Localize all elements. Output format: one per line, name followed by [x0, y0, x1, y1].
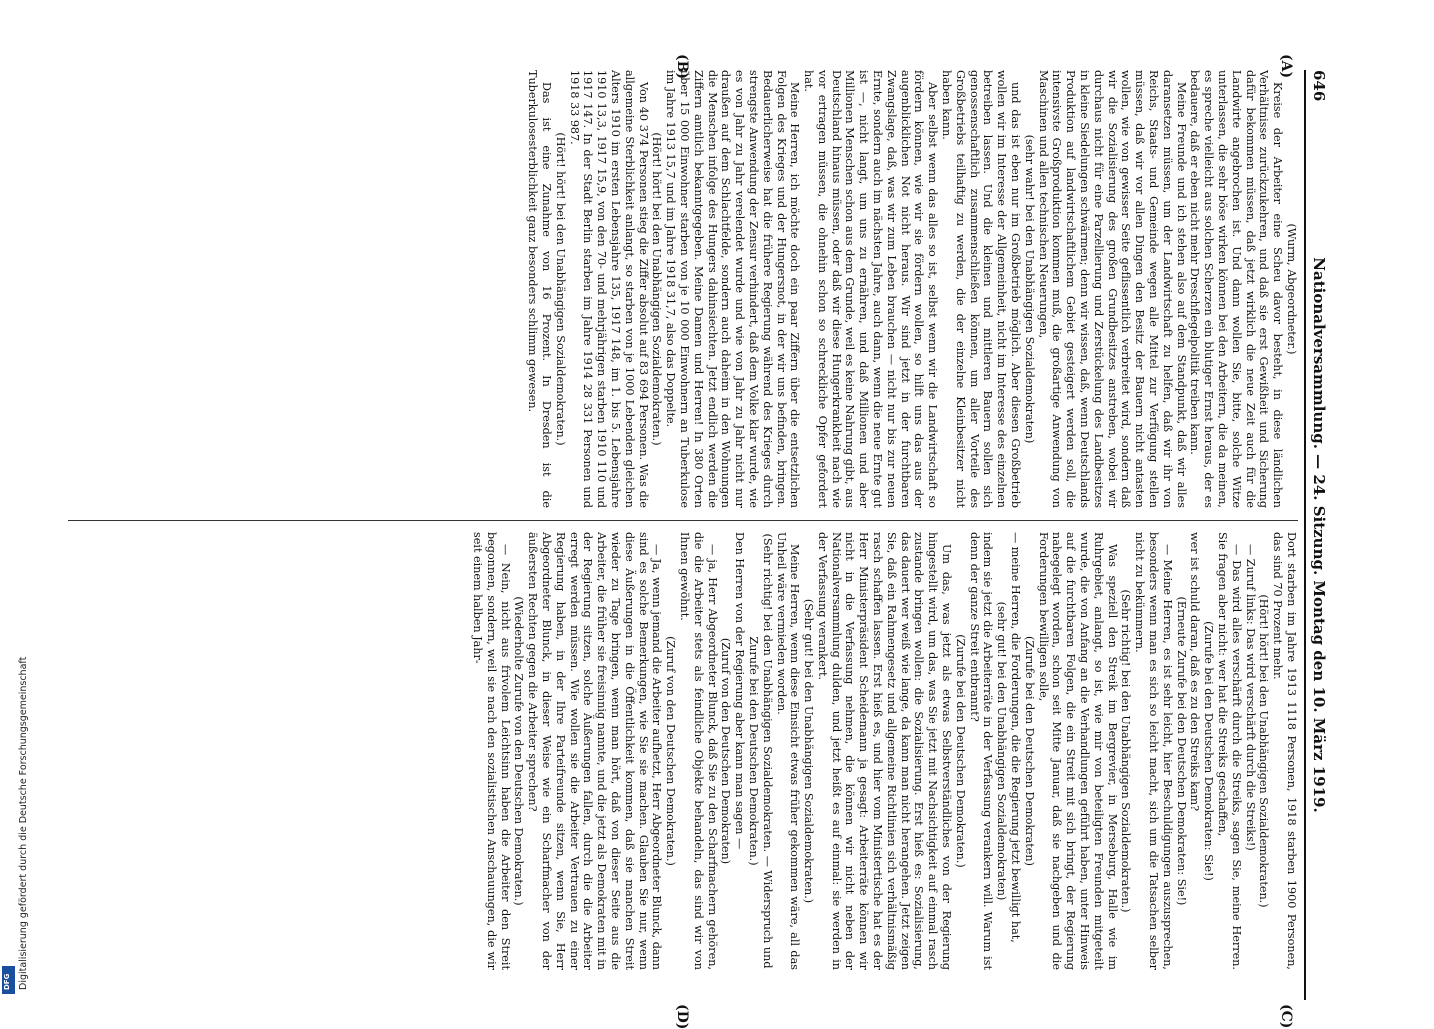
- paragraph: (sehr wahr! bei den Unabhängigen Sozialdemokraten): [1022, 134, 1036, 444]
- paragraph: wer ist schuld daran, daß es zu den Streiks kam?: [1188, 532, 1202, 812]
- paragraph: — Ja, wenn jemand die Arbeiter aufhetzt, Herr Abgeordneter Blunck, dann sind es solche Bemerkungen, wie Sie sie machen. Glauben Sie nur, wenn diese Äußerungen in die Öffentlichkeit kommen, daß sie manchen Streit wieder zu Tage bringen, wenn man hört, daß von dieser Seite aus die Arbeiter, die früher sie freisinnig nannte, und die jetzt als Demokraten mit in der Regierung sitzen, solche Äußerungen fallen, durch die die Arbeiter erregt werden müssen. Wie wollen sie die Arbeiter Vertrauen zu einer Regierung haben, in der Ihre Parteifreunde sitzen, wenn Sie, Herr Abgeordneter Blunck, in dieser Weise wie ein Scharfmacher von der äußersten Rechten gegen die Arbeiter sprechen?: [526, 532, 664, 970]
- paragraph: — ja, Herr Abgeordneter Blunck, daß Sie zu den Scharfmachern gehören, die die Arbeiter stets als feindliche Objekte behandeln, das sind wir von Ihnen gewöhnt.: [677, 532, 719, 970]
- paragraph: Meine Herren, ich möchte doch ein paar Ziffern über die entsetzlichen Folgen des Krieges und der Hungersnot, in der wir uns befinden, bringen. Bedauerlicherweise hat die frühere Regierung während des Krieges durch strengste Anwendung der Zensur verhindert, daß dem Volke klar wurde, wie es von Jahr zu Jahr verelendet wurde und wie von Jahr zu Jahr nicht nur draußen auf dem Schlachtfelde, sondern auch daheim in den Wohnungen die Menschen infolge des Hungers dahinsiechten. Jetzt endlich werden die Ziffern amtlich bekanntgegeben. Meine Damen und Herren! In 380 Orten über 15 000 Einwohner starben von je 10 000 Einwohnern an Tuberkulose im Jahre 1913 15,7 und im Jahre 1918 31,7, also das Doppelte.: [664, 70, 802, 508]
- paragraph: (Zurufe bei den Deutschen Demokraten: Sie!): [1202, 621, 1216, 881]
- paragraph: (Zurufe bei den Deutschen Demokraten): [1022, 636, 1036, 866]
- paragraph: Den Herren von der Regierung aber kann man sagen —: [733, 532, 747, 850]
- paragraph: indem sie jetzt die Arbeiterräte in der Verfassung verankern will. Warum ist denn der ganze Streit entbrannt?: [967, 532, 995, 970]
- paragraph: Von 40 374 Personen stieg die Ziffer absolut auf 83 694 Personen. Was die allgemeine Sterblichkeit anlangt, so starben von je 1000 Lebenden gleichen Alters 1910 im ersten Lebensjahre 135, 1917 148, im 1. bis 5. Lebensjahre 1910 13,3, 1917 15,9, von den 70- und mehrjährigen starben 1910 110 und 1917 147. In der Stadt Berlin starben im Jahre 1914 28 331 Personen und 1918 33 987.: [567, 70, 650, 508]
- paragraph: Um das, was jetzt als etwas Selbstverständliches von der Regierung hingestellt wird, um das, was Sie jetzt mit Nachsichtigkeit auf einmal rasch zustande bringen wollen: die Sozialisierung. Erst hieß es: Sozialisierung, das dauert wer weiß wie lange, da kann man nicht herangehen. Jetzt zeigen Sie, daß ein Rahmengesetz und allgemeine Richtlinien sich verhältnismäßig rasch schaffen lassen. Erst hieß es, und hier vom Ministertische hat es der Herr Ministerpräsident Scheidemann ja gesagt: Arbeiterräte können wir nicht in die Verfassung nehmen, die können wir nicht neben der Nationalversammlung dulden, und jetzt heißt es auf einmal: sie werden in der Verfassung verankert.: [815, 532, 954, 970]
- newspaper-page: [62, 54, 1330, 1029]
- left-text-column: [68, 70, 1298, 508]
- paragraph: Meine Freunde und ich stehen also auf dem Standpunkt, daß wir alles daransetzen müssen, um der Landwirtschaft zu helfen, daß wir ihr von Reichs, Staats- und Gemeinde wegen alle Mittel zur Verfügung stellen müssen, daß wir vor allen Dingen den Besitz der Bauern nicht antasten wollen, wie von gewisser Seite geflissentlich verbreitet wird, sondern daß wir die Sozialisierung des großen Grundbesitzes anstreben, wobei wir durchaus nicht für eine Parzellierung und Zerstückelung des Landbesitzes in kleine Siedelungen schwärmen; denn wir wissen, daß, wenn Deutschlands Produktion auf landwirtschaftlichem Gebiet gesteigert werden soll, die intensivste Großproduktion kommen muß, die großartige Anwendung von Maschinen und allen technischen Neuerungen,: [1036, 70, 1188, 508]
- paragraph: Dort starben im Jahre 1913 1118 Personen, 1918 starben 1900 Personen, das sind 70 Prozent mehr.: [1271, 532, 1298, 970]
- section-marker-c: (C): [1278, 1004, 1294, 1029]
- section-marker-a: (A): [1278, 54, 1294, 79]
- section-marker-b: (B): [674, 54, 690, 80]
- paragraph: (Wurm, Abgeordneter.): [1285, 223, 1298, 355]
- paragraph: (Sehr richtig! bei den Unabhängigen Sozialdemokraten. — Widerspruch und Zurufe bei den Deutschen Demokraten.): [746, 533, 774, 969]
- paragraph: — meine Herren, die Forderungen, die die Regierung jetzt bewilligt hat,: [1009, 532, 1023, 943]
- page-title: Nationalversammlung. — 24. Sitzung. Montag den 10. März 1919.: [1310, 257, 1328, 813]
- dfg-logo-text: DFG: [3, 973, 11, 990]
- right-text-column: [68, 532, 1298, 970]
- digitization-credit-sidebar: [4, 70, 29, 990]
- paragraph: Das ist eine Zunahme von 16 Prozent. In Dresden ist die Tuberkulosesterblichkeit ganz besonders schlimm gewesen.: [526, 70, 553, 508]
- column-divider: [68, 520, 1298, 521]
- dfg-logo-icon: [2, 966, 15, 994]
- paragraph: — Das wird alles verschärft durch die Streiks, sagen Sie, meine Herren. Sie fragen aber nicht: wer hat die Streiks geschaffen,: [1216, 532, 1243, 970]
- page-number: 646: [1310, 70, 1328, 102]
- header-rule: [1304, 70, 1306, 1000]
- digitization-credit: Digitalisierung gefördert durch die Deutsche Forschungsgemeinschaft: [18, 656, 29, 990]
- paragraph: (Zurufe bei den Deutschen Demokraten.): [953, 634, 967, 868]
- paragraph: Meine Herren, wenn diese Einsicht etwas früher gekommen wäre, all das Unheil wäre vermieden worden.: [774, 532, 802, 970]
- paragraph: (Zuruf von den Deutschen Demokraten.): [664, 636, 678, 866]
- paragraph: (sehr gut! bei den Unabhängigen Sozialdemokraten): [995, 601, 1009, 901]
- section-marker-d: (D): [674, 1004, 690, 1029]
- paragraph: (Erneute Zurufe bei den Deutschen Demokraten: Sie!): [1174, 596, 1188, 906]
- paragraph: und das ist eben nur im Großbetrieb möglich. Aber diesen Großbetrieb wollen wir im Interesse der Allgemeinheit, nicht im Interesse des einzelnen betreiben lassen. Und die kleinen und mittleren Bauern sollen sich genossenschaftlich zusammenschließen können, um aller Vorteile des Großbetriebs teilhaftig zu werden, die der einzelne Kleinbesitzer nicht haben kann.: [940, 70, 1023, 508]
- paragraph: (Zuruf von den Deutschen Demokraten): [719, 637, 733, 865]
- paragraph: (Hört! hört! bei den Unabhängigen Sozialdemokraten.): [650, 132, 664, 446]
- paragraph: (Wiederholte Zurufe von den Deutschen Demokraten.): [512, 596, 526, 906]
- paragraph: Kreise der Arbeiter eine Scheu davor besteht, in diese ländlichen Verhältnisse zurückzukehren, und daß sie erst Gewißheit und Sicherung dafür bekommen müssen, daß jetzt wirklich die neue Zeit auch für die Landwirte angebrochen ist. Und dann wollen Sie, bitte, solche Witze unterlassen, die sehr böse wirken können bei den Arbeitern, die da meinen, es spreche vielleicht aus solchen Scherzen ein blutiger Ernst heraus, der es bedauere, daß er eben nicht mehr Dreschflegelpolitik treiben kann.: [1188, 70, 1285, 508]
- page-header: [1308, 70, 1330, 1000]
- paragraph: (Hört! hört! bei den Unabhängigen Sozialdemokraten.): [553, 132, 567, 446]
- paragraph: — Meine Herren, es ist sehr leicht, hier Beschuldigungen auszusprechen, besonders wenn man es sich so leicht macht, sich um die Tatsachen selber nicht zu bekümmern.: [1133, 532, 1174, 970]
- paragraph: Aber selbst wenn das alles so ist, selbst wenn wir die Landwirtschaft so fördern können, wie wir sie fördern wollen, so hilft uns das aus der augenblicklichen Not nicht heraus. Wir sind jetzt in der furchtbaren Zwangslage, daß, was wir zum Leben brauchen — nicht nur bis zur neuen Ernte, sondern auch im nächsten Jahre, auch dann, wenn die neue Ernte gut ist —, nicht langt, um uns zu ernähren, und daß Millionen und aber Millionen Menschen schon aus dem Grunde, weil es keine Nahrung gibt, aus Deutschland hinaus müssen, oder daß wir diese Hungerkrankheit nach wie vor ertragen müssen, die ohnehin schon so schreckliche Opfer gefordert hat.: [802, 70, 940, 508]
- paragraph: Was speziell den Streik im Bergrevier, in Merseburg, Halle wie im Ruhrgebiet, anlangt, so ist, wie mir von beteiligten Freunden mitgeteilt wurde, die von Anfang an die Verhandlungen geführt haben, unter Hinweis auf die furchtbaren Folgen, die ein Streit mit sich bringt, der Regierung nahegelegt worden, schon seit Mitte Januar, daß sie nachgeben und die Forderungen bewilligen solle,: [1036, 532, 1119, 970]
- paragraph: (Sehr gut! bei den Unabhängigen Sozialdemokraten.): [802, 598, 816, 904]
- paragraph: (Hört! hört! bei den Unabhängigen Sozialdemokraten.): [1257, 594, 1271, 908]
- paragraph: — Zuruf links: Das wird verschärft durch die Streiks!): [1243, 544, 1257, 851]
- paragraph: — Nein, nicht aus frivolem Leichtsinn haben die Arbeiter den Streit begonnen, sondern, weil sie nach den sozialistischen Anschauungen, die wir seit einem halben Jahr-: [470, 532, 512, 970]
- paragraph: (Sehr richtig! bei den Unabhängigen Sozialdemokraten.): [1119, 589, 1133, 913]
